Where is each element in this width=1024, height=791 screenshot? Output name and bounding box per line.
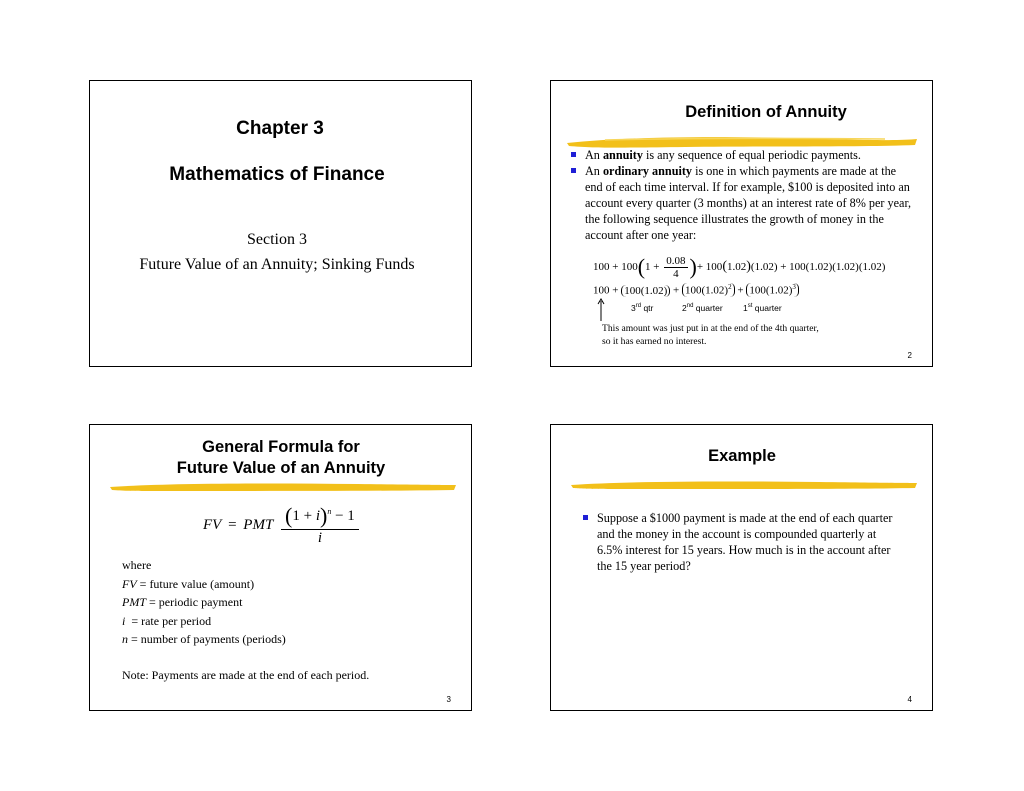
chapter-heading: Chapter 3 bbox=[236, 118, 324, 139]
slide-2 bbox=[550, 80, 933, 367]
page-number: 4 bbox=[907, 695, 912, 704]
bullet-square-icon bbox=[571, 152, 576, 157]
chapter-title: Mathematics of Finance bbox=[169, 164, 385, 185]
bullet-ordinary-annuity: An ordinary annuity is one in which payments are made at the end of each time interval. If for example, $100 is deposited into an account every quarter (3 months) at an interest rate of 8% per year, the following sequence illustrates the growth of money in the account after one year: bbox=[569, 163, 914, 243]
annuity-formula: FV = PMT $\frac{(1 + i)^n - 1}{i}$ bbox=[203, 503, 359, 547]
bullet-list bbox=[581, 510, 901, 574]
variable-definitions bbox=[122, 556, 286, 649]
slide-1 bbox=[89, 80, 472, 367]
slide-title: Example bbox=[708, 447, 776, 465]
slide-3 bbox=[89, 424, 472, 711]
highlight-stroke bbox=[108, 480, 458, 494]
slide-4 bbox=[550, 424, 933, 711]
section-label: Section 3 bbox=[247, 231, 307, 248]
section-subtitle: Future Value of an Annuity; Sinking Funds bbox=[139, 256, 415, 273]
payment-note: Note: Payments are made at the end of each period. bbox=[122, 668, 370, 682]
slide-title: General Formula for Future Value of an Annuity bbox=[176, 438, 386, 477]
bullet-annuity: An annuity is any sequence of equal periodic payments. bbox=[569, 147, 914, 163]
bullet-square-icon bbox=[571, 168, 576, 173]
def-i: i = rate per period bbox=[122, 613, 212, 628]
def-fv: FV = future value (amount) bbox=[122, 576, 255, 591]
label-second-quarter: 2nd quarter bbox=[682, 303, 723, 313]
page-number: 2 bbox=[907, 351, 912, 360]
where-label: where bbox=[122, 558, 152, 572]
up-arrow-icon bbox=[596, 298, 606, 322]
page-number: 3 bbox=[446, 695, 451, 704]
bullet-example: Suppose a $1000 payment is made at the end of each quarter and the money in the account is compounded quarterly at 6.5% interest for 15 years. How much is in the account after the 15 year period? bbox=[581, 510, 901, 574]
def-pmt: PMT = periodic payment bbox=[122, 595, 243, 609]
bullet-square-icon bbox=[583, 515, 588, 520]
equation-simplified: $100 + 100(1.02) + 100(1.02)^2 + 100(1.02)^3$ bbox=[593, 283, 799, 297]
bullet-list bbox=[569, 147, 914, 243]
slide-title: Definition of Annuity bbox=[685, 103, 847, 121]
label-third-quarter: 3rd qtr bbox=[631, 303, 654, 313]
annotation-note: This amount was just put in at the end of the 4th quarter, so it has earned no interest. bbox=[602, 323, 819, 347]
highlight-stroke bbox=[569, 478, 919, 492]
label-first-quarter: 1st quarter bbox=[743, 303, 782, 313]
equation-expanded: 100 + 100(1 + $\frac{0.08}{4}$ )+ 100(1.02)(1.02) + 100(1.02)(1.02)(1.02) bbox=[593, 254, 886, 280]
def-n: n = number of payments (periods) bbox=[122, 632, 286, 646]
